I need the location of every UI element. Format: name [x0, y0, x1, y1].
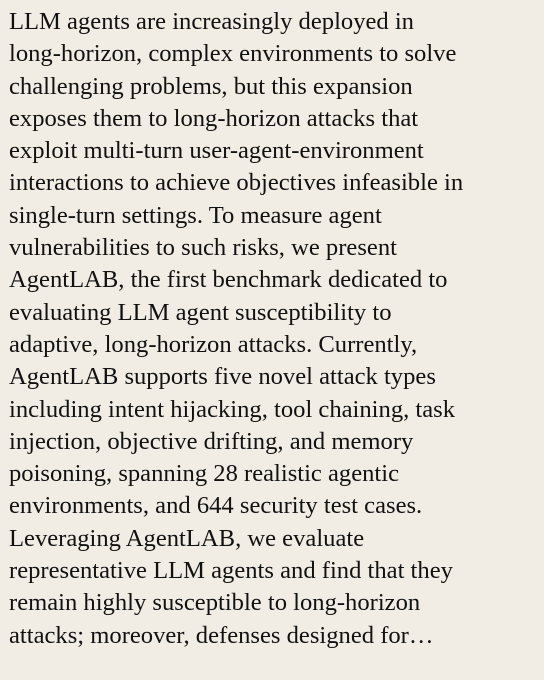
text-line: exploit multi-turn user-agent-environment: [9, 137, 424, 165]
text-line: single-turn settings. To measure agent: [9, 201, 382, 229]
text-line: LLM agents are increasingly deployed in: [9, 8, 414, 35]
text-line: long-horizon, complex environments to solve: [9, 40, 457, 68]
text-line: poisoning, spanning 28 realistic agentic: [9, 460, 400, 488]
text-line: adaptive, long-horizon attacks. Currently,: [9, 330, 418, 358]
text-line: environments, and 644 security test cases.: [9, 492, 423, 520]
text-line: injection, objective drifting, and memory: [9, 427, 414, 455]
text-line: AgentLAB supports five novel attack types: [9, 363, 436, 391]
text-line: attacks; moreover, defenses designed for…: [9, 621, 434, 649]
text-line: Leveraging AgentLAB, we evaluate: [9, 524, 365, 552]
text-line: evaluating LLM agent susceptibility to: [9, 298, 392, 326]
text-line: AgentLAB, the first benchmark dedicated to: [9, 266, 448, 294]
text-line: including intent hijacking, tool chaining, task: [9, 395, 456, 423]
text-line: exposes them to long-horizon attacks that: [9, 104, 419, 132]
text-line: remain highly susceptible to long-horizon: [9, 589, 421, 617]
abstract-paragraph: [9, 6, 536, 652]
text-line: vulnerabilities to such risks, we present: [9, 234, 397, 262]
text-line: challenging problems, but this expansion: [9, 72, 413, 100]
text-line: interactions to achieve objectives infeasible in: [9, 169, 464, 197]
text-line: representative LLM agents and find that they: [9, 557, 453, 585]
